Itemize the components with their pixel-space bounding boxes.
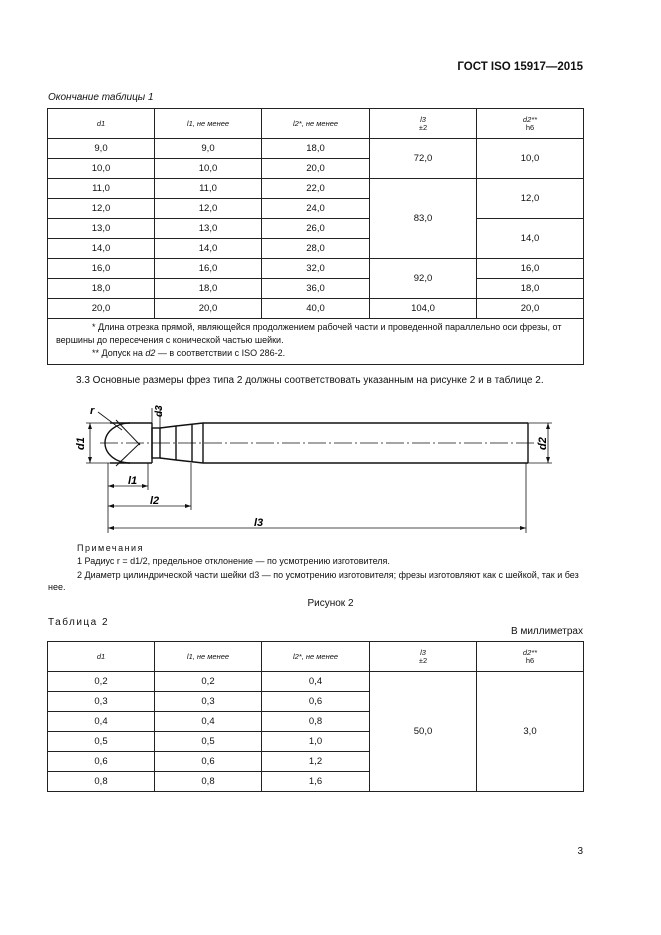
cell-l1: 11,0 — [155, 179, 262, 199]
cell-l1: 12,0 — [155, 199, 262, 219]
cell-l1: 0,6 — [155, 752, 262, 772]
cell-d1: 0,8 — [48, 772, 155, 792]
cell-l1: 16,0 — [155, 259, 262, 279]
cell-d1: 13,0 — [48, 219, 155, 239]
table-row — [48, 219, 584, 239]
cell-d1: 0,6 — [48, 752, 155, 772]
footnote-1: * Длина отрезка прямой, являющейся продолжением рабочей части и проведенной параллельно оси фрезы, от вершины до пересечения с конической частью шейки. — [56, 322, 562, 345]
table2-caption: Таблица 2 — [48, 617, 110, 628]
label-d3: d3 — [154, 405, 165, 417]
cell-d1: 12,0 — [48, 199, 155, 219]
cell-l2: 18,0 — [262, 139, 370, 159]
page-number: 3 — [577, 846, 583, 857]
cell-d1: 10,0 — [48, 159, 155, 179]
table1-footnotes — [48, 319, 584, 365]
header-d1: d1 — [48, 109, 155, 139]
cell-l2: 22,0 — [262, 179, 370, 199]
table2-units: В миллиметрах — [511, 626, 583, 637]
label-d2: d2 — [537, 437, 549, 450]
cell-d2: 20,0 — [477, 299, 584, 319]
cell-l2: 0,8 — [262, 712, 370, 732]
figure-2-drawing — [60, 400, 570, 540]
cell-d2: 14,0 — [477, 219, 584, 259]
header-l2: l2*, не менее — [262, 642, 370, 672]
header-l3: l3 ±2 — [370, 642, 477, 672]
table-row — [48, 672, 584, 692]
cell-d2: 3,0 — [477, 672, 584, 792]
table2 — [47, 641, 584, 792]
cell-l2: 28,0 — [262, 239, 370, 259]
header-l3: l3 ±2 — [370, 109, 477, 139]
cell-d1: 9,0 — [48, 139, 155, 159]
table-row — [48, 279, 584, 299]
figure-2-caption: Рисунок 2 — [307, 598, 354, 609]
header-l1: l1, не менее — [155, 109, 262, 139]
cell-l1: 0,4 — [155, 712, 262, 732]
label-d1: d1 — [75, 437, 87, 450]
cell-d2: 16,0 — [477, 259, 584, 279]
header-l1: l1, не менее — [155, 642, 262, 672]
footnote-2: ** Допуск на d2 — в соответствии с ISO 286-2. — [92, 348, 286, 358]
cell-l2: 32,0 — [262, 259, 370, 279]
cell-l2: 1,6 — [262, 772, 370, 792]
cell-l2: 26,0 — [262, 219, 370, 239]
label-l1: l1 — [128, 475, 138, 487]
label-l3: l3 — [254, 517, 264, 529]
cell-l2: 1,2 — [262, 752, 370, 772]
cell-d2: 12,0 — [477, 179, 584, 219]
cell-d1: 14,0 — [48, 239, 155, 259]
cell-l3: 50,0 — [370, 672, 477, 792]
cell-l1: 10,0 — [155, 159, 262, 179]
header-d2: d2** h6 — [477, 109, 584, 139]
cell-d1: 0,4 — [48, 712, 155, 732]
cell-d1: 0,2 — [48, 672, 155, 692]
table2-header-row — [48, 642, 584, 672]
cell-l1: 18,0 — [155, 279, 262, 299]
cell-d1: 18,0 — [48, 279, 155, 299]
cell-d2: 10,0 — [477, 139, 584, 179]
cell-l2: 1,0 — [262, 732, 370, 752]
figure-note-1: 1 Радиус r = d1/2, предельное отклонение — по усмотрению изготовителя. — [77, 556, 390, 566]
table1 — [47, 108, 584, 365]
cell-d2: 18,0 — [477, 279, 584, 299]
cell-l2: 0,6 — [262, 692, 370, 712]
cell-d1: 11,0 — [48, 179, 155, 199]
cell-l2: 0,4 — [262, 672, 370, 692]
cell-l2: 40,0 — [262, 299, 370, 319]
figure-notes-title: Примечания — [77, 543, 144, 553]
cell-l1: 0,3 — [155, 692, 262, 712]
footnotes-cell — [48, 319, 584, 365]
header-d1: d1 — [48, 642, 155, 672]
table1-header-row — [48, 109, 584, 139]
cell-d1: 0,5 — [48, 732, 155, 752]
cell-l2: 20,0 — [262, 159, 370, 179]
cell-l1: 13,0 — [155, 219, 262, 239]
cell-l1: 0,5 — [155, 732, 262, 752]
cell-l3: 72,0 — [370, 139, 477, 179]
cell-l3: 104,0 — [370, 299, 477, 319]
cell-l1: 14,0 — [155, 239, 262, 259]
header-d2: d2** h6 — [477, 642, 584, 672]
cell-l2: 36,0 — [262, 279, 370, 299]
table-row — [48, 139, 584, 159]
document-id: ГОСТ ISO 15917—2015 — [457, 61, 583, 73]
label-r: r — [90, 405, 95, 417]
cell-l1: 9,0 — [155, 139, 262, 159]
table-row — [48, 259, 584, 279]
cell-l1: 0,8 — [155, 772, 262, 792]
cell-l3: 83,0 — [370, 179, 477, 259]
table-row — [48, 299, 584, 319]
cell-l1: 20,0 — [155, 299, 262, 319]
cell-d1: 20,0 — [48, 299, 155, 319]
header-l2: l2*, не менее — [262, 109, 370, 139]
figure-2-caption-wrap — [0, 598, 661, 609]
table1-caption: Окончание таблицы 1 — [48, 92, 154, 103]
cell-d1: 16,0 — [48, 259, 155, 279]
section-3-3-text: 3.3 Основные размеры фрез типа 2 должны соответствовать указанным на рисунке 2 и в таблице 2. — [76, 375, 544, 386]
cell-l1: 0,2 — [155, 672, 262, 692]
cell-d1: 0,3 — [48, 692, 155, 712]
label-l2: l2 — [150, 495, 160, 507]
figure-note-2: 2 Диаметр цилиндрической части шейки d3 — по усмотрению изготовителя; фрезы изготовляют как с шейкой, так и без нее. — [48, 570, 579, 592]
table-row — [48, 179, 584, 199]
cell-l2: 24,0 — [262, 199, 370, 219]
cell-l3: 92,0 — [370, 259, 477, 299]
